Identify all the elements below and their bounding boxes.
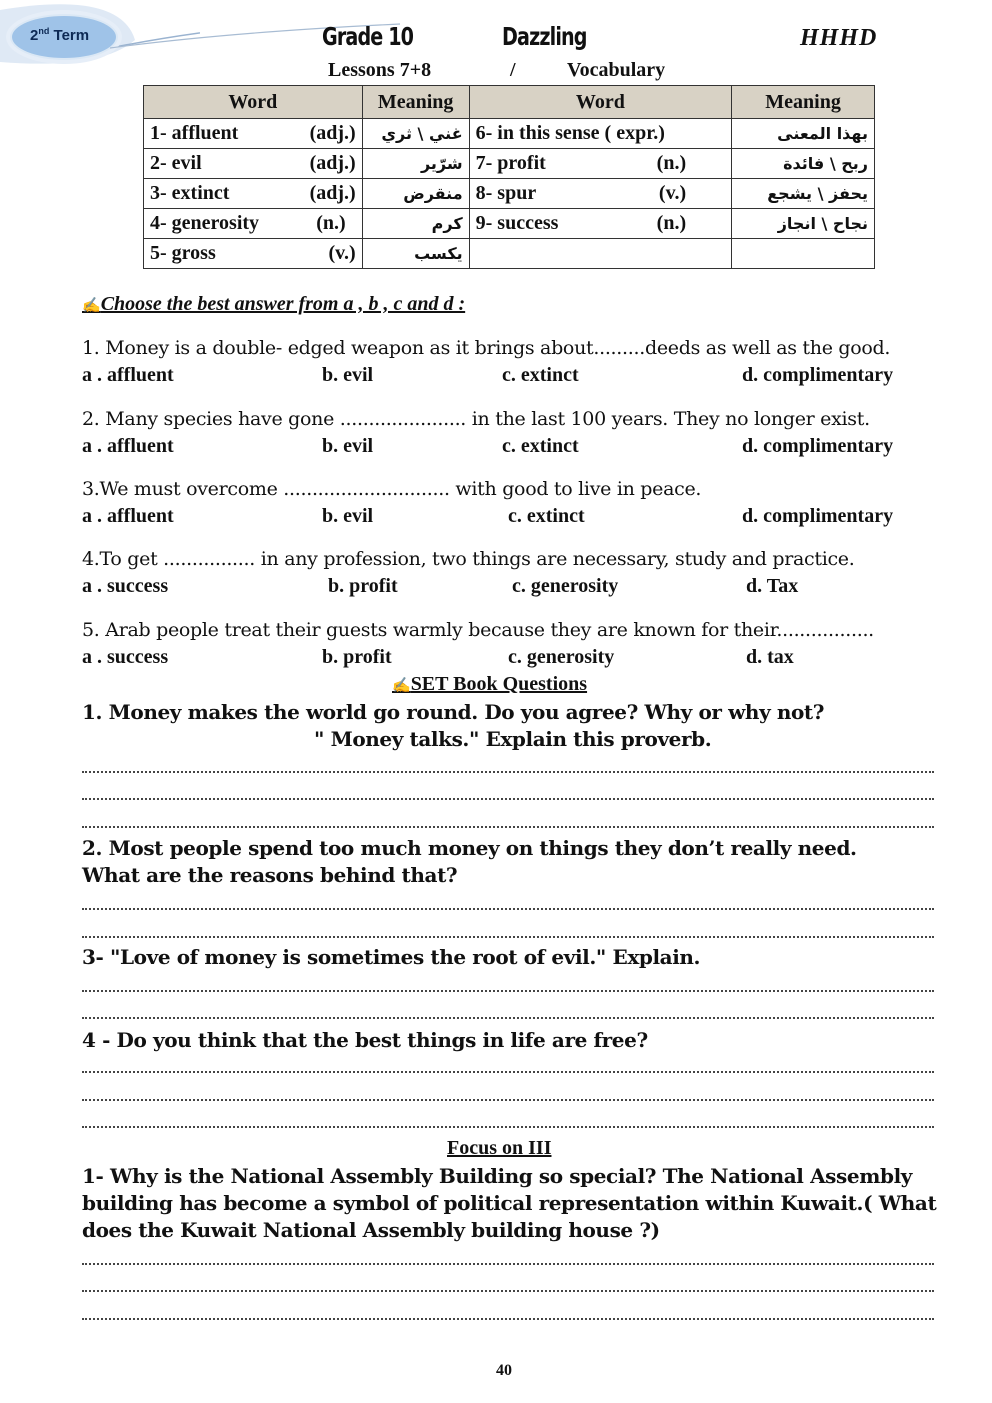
set-question-2-line2: What are the reasons behind that? — [82, 863, 458, 887]
set-question-1-proverb: " Money talks." Explain this proverb. — [314, 727, 712, 751]
table-header-row — [144, 86, 875, 119]
answer-line[interactable] — [82, 908, 934, 910]
vocabulary-label: Vocabulary — [567, 59, 666, 81]
option-a: a . affluent — [82, 435, 174, 457]
option-d: d. complimentary — [742, 435, 894, 457]
mcq-section-title: ✍Choose the best answer from a , b , c and d : — [82, 293, 466, 315]
table-row — [144, 209, 875, 239]
set-question-4: 4 - Do you think that the best things in life are free? — [82, 1028, 648, 1052]
option-a: a . success — [82, 646, 169, 668]
word-cell: 1- affluent (adj.) — [144, 119, 363, 149]
meaning-cell: بهذا المعنى — [732, 119, 875, 149]
option-d: d. complimentary — [742, 364, 894, 386]
answer-line[interactable] — [82, 1071, 934, 1073]
meaning-cell — [732, 239, 875, 269]
option-c: c. extinct — [502, 435, 579, 457]
option-d: d. Tax — [746, 575, 799, 597]
word-cell: 2- evil (adj.) — [144, 149, 363, 179]
answer-line[interactable] — [82, 936, 934, 938]
question-2: 2. Many species have gone ...................... in the last 100 years. They no longer exist. — [82, 408, 870, 430]
header-word: Word — [144, 86, 363, 119]
word-cell: 3- extinct (adj.) — [144, 179, 363, 209]
term-label: 2nd Term — [30, 26, 90, 44]
header-word: Word — [469, 86, 732, 119]
option-b: b. evil — [322, 435, 374, 457]
author-logo: HHHD — [800, 25, 878, 51]
option-a: a . affluent — [82, 505, 174, 527]
header-meaning: Meaning — [362, 86, 469, 119]
vocabulary-table — [143, 85, 875, 269]
answer-line[interactable] — [82, 1318, 934, 1320]
focus-question-1-line3: does the Kuwait National Assembly building house ?) — [82, 1218, 660, 1242]
option-a: a . success — [82, 575, 169, 597]
pen-icon: ✍ — [82, 298, 101, 314]
option-c: c. generosity — [512, 575, 619, 597]
answer-line[interactable] — [82, 1017, 934, 1019]
set-book-title: ✍SET Book Questions — [392, 673, 588, 695]
answer-line[interactable] — [82, 1263, 934, 1265]
set-question-3: 3- "Love of money is sometimes the root of evil." Explain. — [82, 945, 701, 969]
word-cell: 7- profit (n.) — [469, 149, 732, 179]
word-cell: 4- generosity (n.) — [144, 209, 363, 239]
meaning-cell: يكسب — [362, 239, 469, 269]
focus-title: Focus on III — [447, 1137, 552, 1159]
pen-icon: ✍ — [392, 678, 411, 694]
grade-title: Grade 10 — [322, 22, 414, 51]
question-3: 3.We must overcome ............................. with good to live in peace. — [82, 478, 702, 500]
option-c: c. extinct — [502, 364, 579, 386]
option-d: d. tax — [746, 646, 794, 668]
answer-line[interactable] — [82, 1290, 934, 1292]
meaning-cell: يحفز \ يشجع — [732, 179, 875, 209]
meaning-cell: غني \ ثري — [362, 119, 469, 149]
option-c: c. generosity — [508, 646, 615, 668]
lessons-label: Lessons 7+8 — [328, 59, 432, 81]
word-cell: 9- success (n.) — [469, 209, 732, 239]
question-4: 4.To get ................ in any profession, two things are necessary, study and practice. — [82, 548, 855, 570]
focus-question-1-line2: building has become a symbol of political representation within Kuwait.( What — [82, 1191, 937, 1215]
book-title: Dazzling — [502, 22, 587, 51]
word-cell — [469, 239, 732, 269]
option-b: b. profit — [328, 575, 398, 597]
answer-line[interactable] — [82, 798, 934, 800]
answer-line[interactable] — [82, 1126, 934, 1128]
option-b: b. evil — [322, 505, 374, 527]
table-row — [144, 239, 875, 269]
meaning-cell: ربح \ فائدة — [732, 149, 875, 179]
slash-separator: / — [510, 59, 516, 81]
question-5: 5. Arab people treat their guests warmly because they are known for their................. — [82, 619, 874, 641]
set-question-2: 2. Most people spend too much money on things they don’t really need. — [82, 836, 857, 860]
option-c: c. extinct — [508, 505, 585, 527]
option-d: d. complimentary — [742, 505, 894, 527]
word-cell: 6- in this sense ( expr.) — [469, 119, 732, 149]
option-b: b. evil — [322, 364, 374, 386]
answer-line[interactable] — [82, 826, 934, 828]
meaning-cell: نجاح \ انجاز — [732, 209, 875, 239]
option-a: a . affluent — [82, 364, 174, 386]
answer-line[interactable] — [82, 771, 934, 773]
word-cell: 8- spur (v.) — [469, 179, 732, 209]
table-row — [144, 119, 875, 149]
meaning-cell: كرم — [362, 209, 469, 239]
table-row — [144, 179, 875, 209]
page-number: 40 — [496, 1362, 512, 1379]
answer-line[interactable] — [82, 990, 934, 992]
option-b: b. profit — [322, 646, 392, 668]
focus-question-1: 1- Why is the National Assembly Building so special? The National Assembly — [82, 1164, 912, 1188]
table-row — [144, 149, 875, 179]
header-meaning: Meaning — [732, 86, 875, 119]
word-cell: 5- gross (v.) — [144, 239, 363, 269]
answer-line[interactable] — [82, 1099, 934, 1101]
set-question-1: 1. Money makes the world go round. Do you agree? Why or why not? — [82, 700, 825, 724]
meaning-cell: شرّير — [362, 149, 469, 179]
question-1: 1. Money is a double- edged weapon as it brings about.........deeds as well as the good. — [82, 337, 891, 359]
meaning-cell: منقرض — [362, 179, 469, 209]
